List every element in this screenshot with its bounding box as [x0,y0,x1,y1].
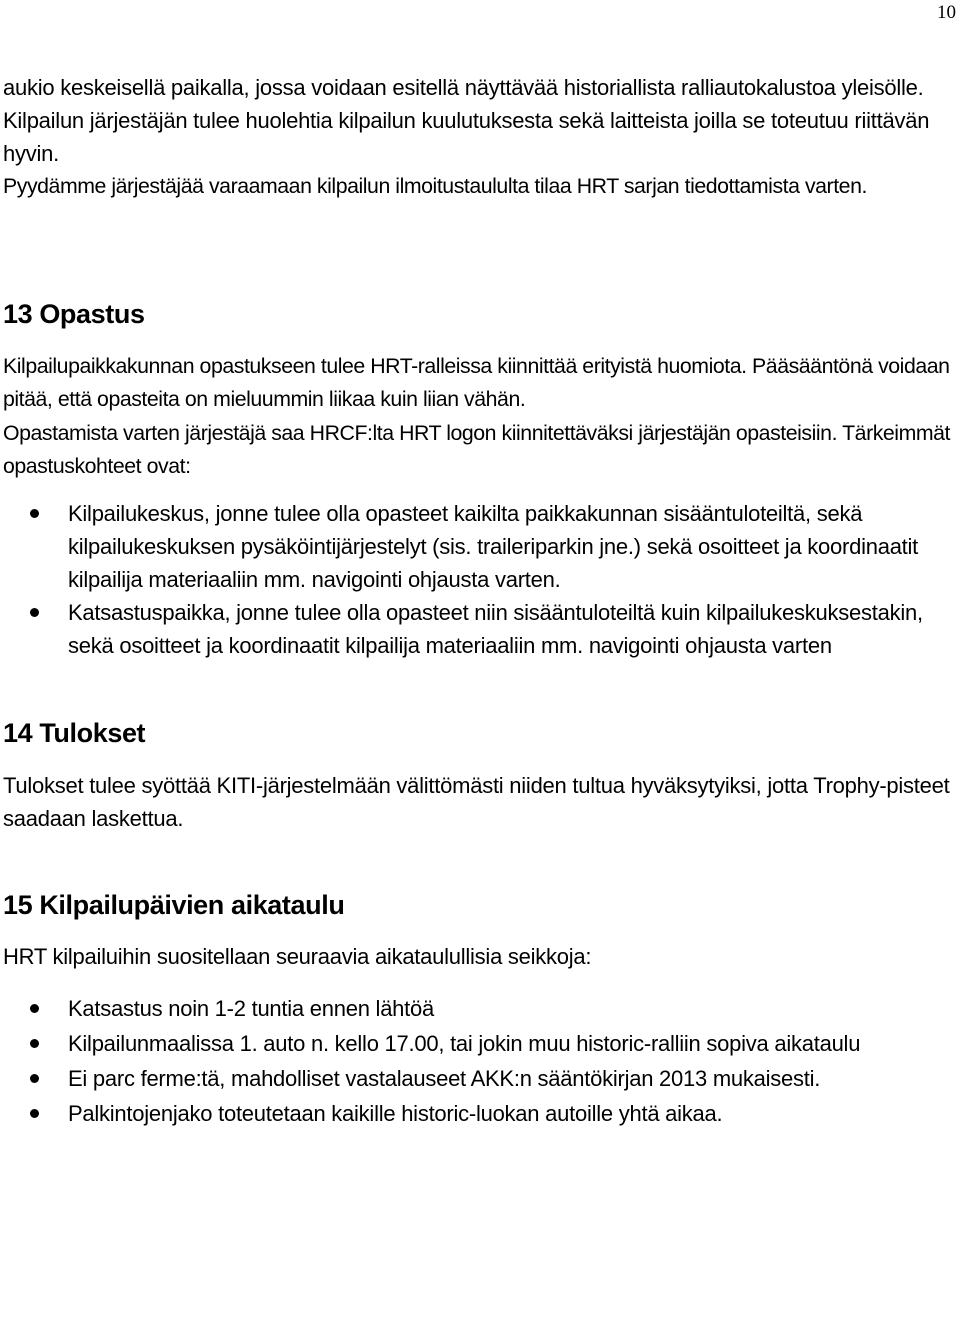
section-15-paragraph: HRT kilpailuihin suositellaan seuraavia aikataulullisia seikkoja: [3,944,592,969]
bullet-icon [30,608,39,617]
intro-paragraph-3: Pyydämme järjestäjää varaamaan kilpailun ilmoitustaululta tilaa HRT sarjan tiedottamista varten. [3,174,867,198]
bullet-icon [30,1109,39,1118]
list-item [3,497,953,596]
intro-paragraph-2: Kilpailun järjestäjän tulee huolehtia kilpailun kuulutuksesta sekä laitteista joilla se toteutuu riittävän hyvin. [3,108,930,166]
section-13-bullet-list [3,497,953,662]
document-body [3,71,953,1131]
section-13-heading: 13 Opastus [3,299,145,329]
list-item [3,991,953,1026]
list-item-text: Kilpailukeskus, jonne tulee olla opasteet kaikilta paikkakunnan sisääntuloteiltä, sekä kilpailukeskuksen pysäköintijärjestelyt (sis. traileriparkin jne.) sekä osoitteet ja koordinaatit kilpailija materiaaliin mm. navigointi ohjausta varten. [68,501,919,592]
section-14-heading: 14 Tulokset [3,718,146,748]
bullet-icon [30,1039,39,1048]
list-item [3,1096,953,1131]
list-item-text: Katsastus noin 1-2 tuntia ennen lähtöä [68,996,434,1021]
section-15-heading: 15 Kilpailupäivien aikataulu [3,890,345,920]
list-item [3,1026,953,1061]
section-13-paragraph-2: Opastamista varten järjestäjä saa HRCF:lta HRT logon kiinnitettäväksi järjestäjän opasteisiin. Tärkeimmät opastuskohteet ovat: [3,421,951,478]
list-item-text: Kilpailunmaalissa 1. auto n. kello 17.00, tai jokin muu historic-ralliin sopiva aikataulu [68,1031,861,1056]
section-13-paragraph-1: Kilpailupaikkakunnan opastukseen tulee HRT-ralleissa kiinnittää erityistä huomiota. Pääsääntönä voidaan pitää, että opasteita on mieluummin liikaa kuin liian vähän. [3,354,950,411]
list-item [3,1061,953,1096]
list-item-text: Ei parc ferme:tä, mahdolliset vastalauseet AKK:n sääntökirjan 2013 mukaisesti. [68,1066,821,1091]
section-14-paragraph: Tulokset tulee syöttää KITI-järjestelmään välittömästi niiden tultua hyväksytyiksi, jotta Trophy-pisteet saadaan laskettua. [3,773,950,831]
list-item-text: Katsastuspaikka, jonne tulee olla opasteet niin sisääntuloteiltä kuin kilpailukeskuksestakin, sekä osoitteet ja koordinaatit kilpailija materiaaliin mm. navigointi ohjausta varten [68,600,923,658]
page-number: 10 [937,2,956,23]
intro-paragraph-1: aukio keskeisellä paikalla, jossa voidaan esitellä näyttävää historiallista ralliautokalustoa yleisölle. [3,75,924,100]
bullet-icon [30,509,39,518]
section-15-bullet-list [3,991,953,1131]
bullet-icon [30,1074,39,1083]
list-item [3,596,953,662]
bullet-icon [30,1004,39,1013]
list-item-text: Palkintojenjako toteutetaan kaikille historic-luokan autoille yhtä aikaa. [68,1101,723,1126]
